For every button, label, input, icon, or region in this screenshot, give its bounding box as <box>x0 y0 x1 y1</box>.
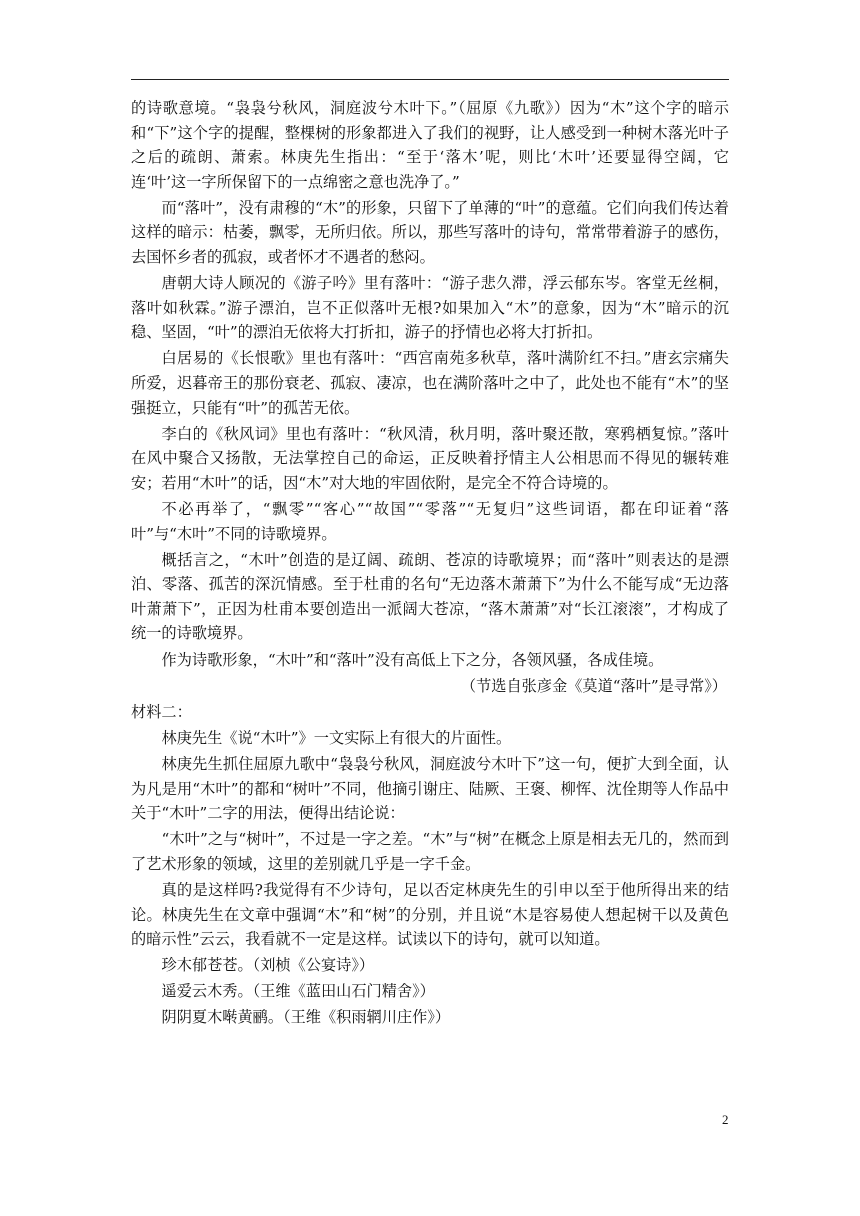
paragraph: 真的是这样吗?我觉得有不少诗句，足以否定林庚先生的引申以至于他所得出来的结论。林庚先生在文章中强调“木”和“树”的分别，并且说“木是容易使人想起树干以及黄色的暗示性”云云，我看就不一定是这样。试读以下的诗句，就可以知道。 <box>131 880 729 949</box>
poem-line: 珍木郁苍苍。（刘桢《公宴诗》） <box>161 956 375 975</box>
header-rule <box>131 79 729 80</box>
paragraph: 白居易的《长恨歌》里也有落叶：“西宫南苑多秋草，落叶满阶红不扫。”唐玄宗痛失所爱，迟暮帝王的那份衰老、孤寂、凄凉，也在满阶落叶之中了，此处也不能有“木”的坚强挺立，只能有“叶”的孤苦无依。 <box>131 349 729 417</box>
paragraph: 林庚先生抓住屈原九歌中“袅袅兮秋风，洞庭波兮木叶下”这一句，便扩大到全面，认为凡是用“木叶”的都和“树叶”不同，他摘引谢庄、陆厥、王褒、柳恽、沈佺期等人作品中关于“木叶”二字的用法，便得出结论说： <box>131 754 729 823</box>
section-heading: 材料二： <box>131 702 192 721</box>
paragraph: 而“落叶”，没有肃穆的“木”的形象，只留下了单薄的“叶”的意蕴。它们向我们传达着这样的暗示：枯萎，飘零，无所归依。所以，那些写落叶的诗句，常常带着游子的感伤，去国怀乡者的孤寂，或者怀才不遇者的愁闷。 <box>131 198 729 267</box>
document-body <box>131 96 729 1031</box>
poem-line: 阴阴夏木啭黄鹂。（王维《积雨辋川庄作》） <box>161 1008 451 1027</box>
page-number: 2 <box>722 1112 729 1127</box>
paragraph: 概括言之，“木叶”创造的是辽阔、疏朗、苍凉的诗歌境界；而“落叶”则表达的是漂泊、零落、孤苦的深沉情感。至于杜甫的名句“无边落木萧萧下”为什么不能写成“无边落叶萧萧下”，正因为杜甫本要创造出一派阔大苍凉，“落木萧萧”对“长江滚滚”，才构成了统一的诗歌境界。 <box>131 550 729 643</box>
paragraph: 唐朝大诗人顾况的《游子吟》里有落叶：“游子悲久滞，浮云郁东岑。客堂无丝桐，落叶如秋霖。”游子漂泊，岂不正似落叶无根?如果加入“木”的意象，因为“木”暗示的沉稳、坚固，“叶”的漂泊无依将大打折扣，游子的抒情也必将大打折扣。 <box>131 274 729 342</box>
paragraph: 作为诗歌形象，“木叶”和“落叶”没有高低上下之分，各领风骚，各成佳境。 <box>161 650 664 669</box>
source-citation: （节选自张彦金《莫道“落叶”是寻常》） <box>460 676 727 695</box>
quotation-paragraph: “木叶”之与“树叶”，不过是一字之差。“木”与“树”在概念上原是相去无几的，然而到了艺术形象的领域，这里的差别就几乎是一字千金。 <box>131 830 729 873</box>
paragraph: 不必再举了，“飘零”“客心”“故国”“零落”“无复归”这些词语，都在印证着“落叶”与“木叶”不同的诗歌境界。 <box>131 500 729 543</box>
paragraph: 李白的《秋风词》里也有落叶：“秋风清，秋月明，落叶聚还散，寒鸦栖复惊。”落叶在风中聚合又扬散，无法掌控自己的命运，正反映着抒情主人公相思而不得见的辗转难安；若用“木叶”的话，因“木”对大地的牢固依附，是完全不符合诗境的。 <box>131 424 729 492</box>
paragraph: 的诗歌意境。“袅袅兮秋风，洞庭波兮木叶下。”（屈原《九歌》）因为“木”这个字的暗示和“下”这个字的提醒，整棵树的形象都进入了我们的视野，让人感受到一种树木落光叶子之后的疏朗、萧索。林庚先生指出：“至于‘落木’呢，则比‘木叶’还要显得空阔，它连‘叶’这一字所保留下的一点绵密之意也洗净了。” <box>131 99 729 191</box>
poem-line: 遥爱云木秀。（王维《蓝田山石门精舍》） <box>161 982 435 1001</box>
paragraph: 林庚先生《说“木叶”》一文实际上有很大的片面性。 <box>161 728 512 747</box>
